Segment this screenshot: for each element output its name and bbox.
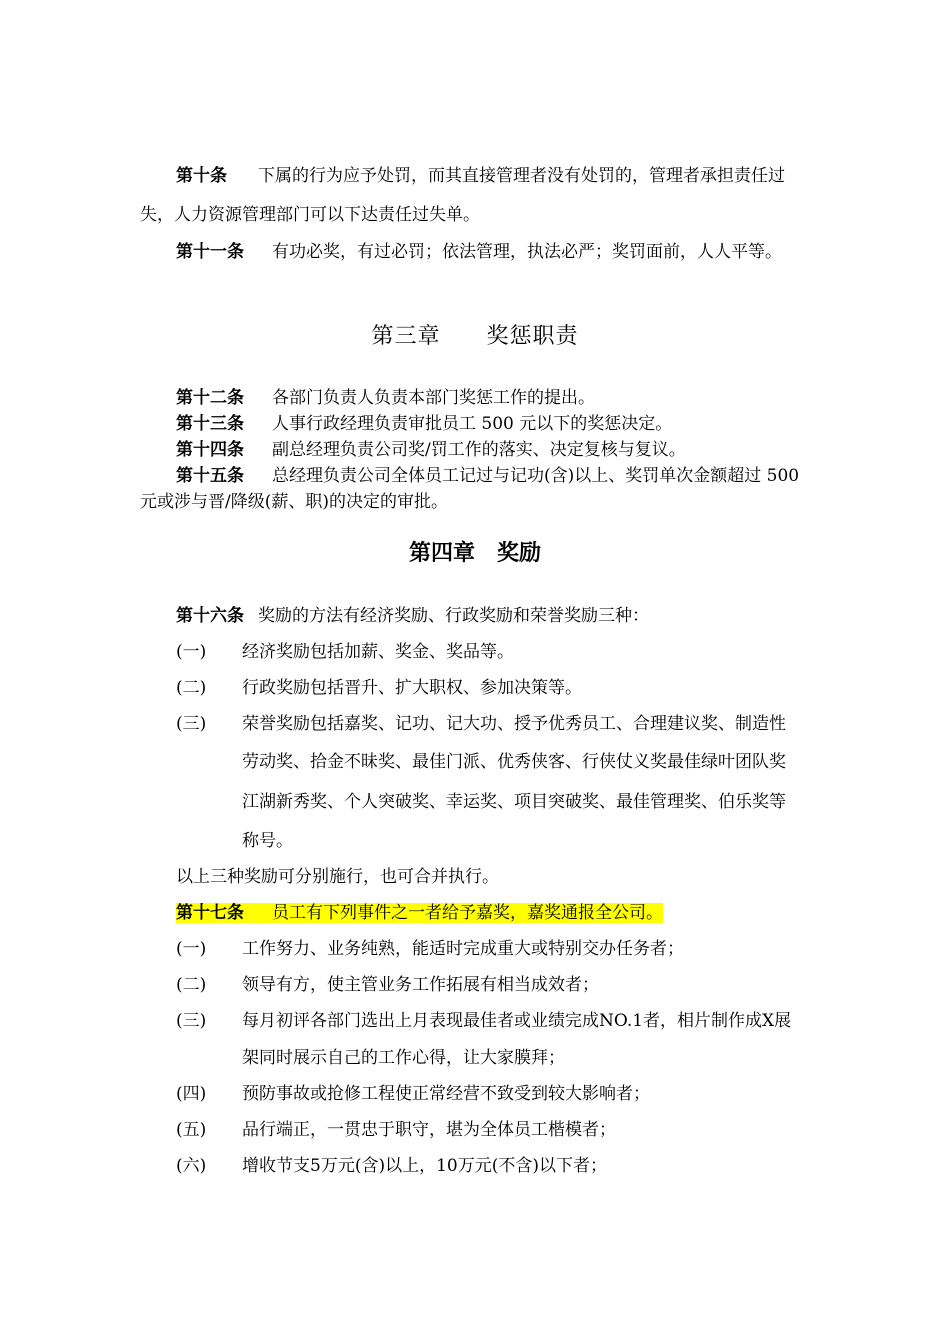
art17-item-6-text: 增收节支5万元(含)以上，10万元(不含)以下者；: [242, 1156, 607, 1176]
article-13-text: 人事行政经理负责审批员工 500 元以下的奖惩决定。: [272, 414, 673, 434]
article-12-label: 第十二条: [176, 388, 244, 408]
art17-item-2-num: (二): [176, 975, 207, 995]
article-10-line-2: 失，人力资源管理部门可以下达责任过失单。: [140, 205, 480, 225]
art16-item-1-num: (一): [176, 642, 207, 662]
art16-closing: 以上三种奖励可分别施行，也可合并执行。: [176, 867, 499, 887]
art17-item-1-text: 工作努力、业务纯熟，能适时完成重大或特别交办任务者；: [242, 939, 684, 959]
chapter-4-title: 第四章 奖励: [408, 541, 541, 566]
art17-item-3-line-2: 架同时展示自己的工作心得，让大家膜拜；: [242, 1048, 565, 1068]
article-10-line-1: [176, 164, 785, 188]
article-15-label: 第十五条: [176, 466, 244, 486]
article-14-text: 副总经理负责公司奖/罚工作的落实、决定复核与复议。: [272, 440, 686, 460]
article-17-highlight: [176, 903, 663, 923]
art16-item-3-line-1: 荣誉奖励包括嘉奖、记功、记大功、授予优秀员工、合理建议奖、制造性: [242, 714, 786, 734]
article-16-text: 奖励的方法有经济奖励、行政奖励和荣誉奖励三种：: [258, 606, 649, 626]
art16-item-3-line-4: 称号。: [242, 831, 293, 851]
art17-item-4-num: (四): [176, 1084, 207, 1104]
art17-item-5-text: 品行端正，一贯忠于职守，堪为全体员工楷模者；: [242, 1120, 616, 1140]
art16-item-3-num: (三): [176, 714, 207, 734]
article-17: [176, 901, 663, 925]
art16-item-1-text: 经济奖励包括加薪、奖金、奖品等。: [242, 642, 514, 662]
article-14-label: 第十四条: [176, 440, 244, 460]
art16-item-3-line-2: 劳动奖、拾金不昧奖、最佳门派、优秀侠客、行侠仗义奖最佳绿叶团队奖: [242, 752, 786, 772]
article-15-text: 总经理负责公司全体员工记过与记功(含)以上、奖罚单次金额超过 500: [272, 466, 800, 486]
art17-item-1-num: (一): [176, 939, 207, 959]
article-13-label: 第十三条: [176, 414, 244, 434]
art17-item-4-text: 预防事故或抢修工程使正常经营不致受到较大影响者；: [242, 1084, 650, 1104]
chapter-3-title: 第三章 奖惩职责: [371, 324, 579, 349]
article-12: [176, 386, 595, 410]
article-17-text: 员工有下列事件之一者给予嘉奖，嘉奖通报全公司。: [272, 903, 663, 923]
article-14: [176, 438, 686, 462]
art16-item-2-text: 行政奖励包括晋升、扩大职权、参加决策等。: [242, 678, 582, 698]
article-11-text: 有功必奖，有过必罚；依法管理，执法必严；奖罚面前，人人平等。: [272, 242, 782, 262]
art17-item-3-num: (三): [176, 1011, 207, 1031]
article-11-label: 第十一条: [176, 242, 244, 262]
article-11: [176, 240, 782, 264]
art17-item-2-text: 领导有方，使主管业务工作拓展有相当成效者；: [242, 975, 599, 995]
article-17-label: 第十七条: [176, 903, 244, 923]
art16-item-3-line-3: 江湖新秀奖、个人突破奖、幸运奖、项目突破奖、最佳管理奖、伯乐奖等: [242, 792, 786, 812]
article-10-text: 下属的行为应予处罚，而其直接管理者没有处罚的，管理者承担责任过: [258, 166, 785, 186]
article-16-label: 第十六条: [176, 606, 244, 626]
article-16: [176, 604, 649, 628]
art17-item-3-line-1: 每月初评各部门选出上月表现最佳者或业绩完成NO.1者，相片制作成X展: [242, 1011, 792, 1031]
article-15-line-2: 元或涉与晋/降级(薪、职)的决定的审批。: [140, 492, 448, 512]
article-15-line-1: [176, 464, 799, 488]
article-10-label: 第十条: [176, 166, 227, 186]
article-12-text: 各部门负责人负责本部门奖惩工作的提出。: [272, 388, 595, 408]
art16-item-2-num: (二): [176, 678, 207, 698]
article-13: [176, 412, 672, 436]
art17-item-6-num: (六): [176, 1156, 207, 1176]
art17-item-5-num: (五): [176, 1120, 207, 1140]
